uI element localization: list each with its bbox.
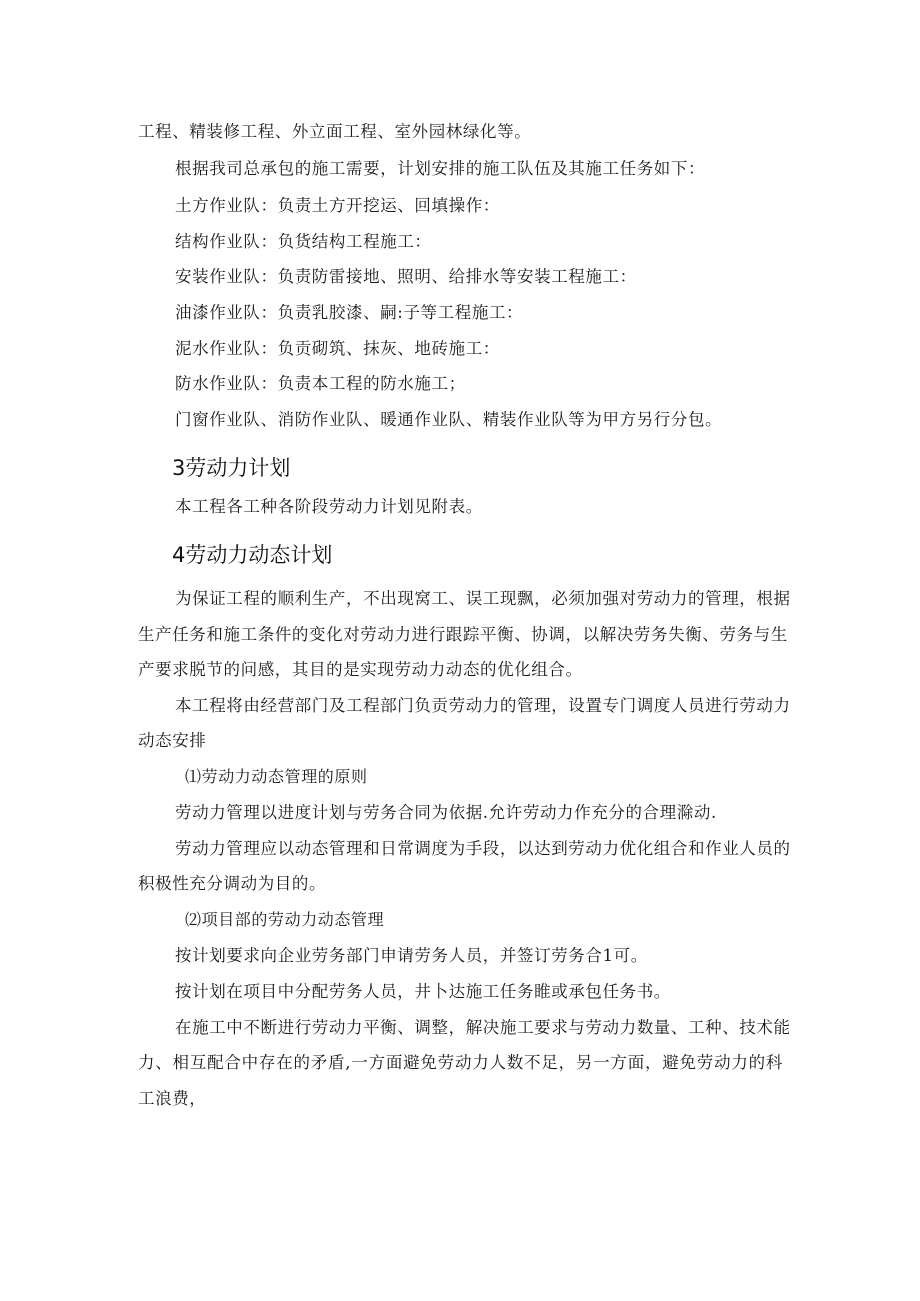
paragraph-line: 产要求脱节的问感，其目的是实现劳动力动态的优化组合。: [138, 660, 583, 679]
text-line: 安装作业队：负责防雷接地、照明、给排水等安装工程施工：: [175, 267, 637, 286]
text-line: 油漆作业队：负责乳胶漆、嗣:子等工程施工：: [175, 303, 524, 322]
paragraph-line: 在施工中不断进行劳动力平衡、调整，解决施工要求与劳动力数量、工种、技术能: [175, 1018, 791, 1037]
section-heading-3: 3劳动力计划: [172, 456, 291, 480]
text-line: 土方作业队：负责土方开挖运、回填操作：: [175, 196, 500, 215]
text-line: 结构作业队：负货结构工程施工：: [175, 232, 432, 251]
paragraph-line: 劳动力管理以进度计划与劳务合同为依据.允许劳动力作充分的合理滁动.: [175, 803, 717, 822]
text-line: 本工程各工种各阶段劳动力计划见附表。: [175, 497, 483, 516]
subsection-heading-1: ⑴劳动力动态管理的原则: [185, 767, 368, 786]
paragraph-line: 劳动力管理应以动态管理和日常调度为手段，以达到劳动力优化组合和作业人员的: [175, 839, 791, 858]
paragraph-line: 按计划在项目中分配劳务人员，井卜达施工任务睢或承包任务书。: [175, 982, 671, 1001]
text-line: 工程、精装修工程、外立面工程、室外园林绿化等。: [138, 122, 532, 141]
subsection-heading-2: ⑵项目部的劳动力动态管理: [185, 910, 385, 929]
paragraph-line: 为保证工程的顺利生产，不出现窝工、误工现飘，必须加强对劳动力的管理，根据: [175, 589, 791, 608]
paragraph-line: 工浪费，: [138, 1089, 207, 1108]
paragraph-line: 生产任务和施工条件的变化对劳动力进行跟踪平衡、协调，以解决劳务失衡、劳务与生: [138, 625, 788, 644]
paragraph-line: 力、相互配合中存在的矛盾,一方面避免劳动力人数不足，另一方面，避免劳动力的科: [138, 1053, 783, 1072]
text-line: 防水作业队：负责本工程的防水施工；: [175, 374, 466, 393]
text-line: 根据我司总承包的施工需要，计划安排的施工队伍及其施工任务如下：: [175, 159, 706, 178]
paragraph-line: 积极性充分调动为目的。: [138, 874, 327, 893]
paragraph-line: 按计划要求向企业劳务部门申请劳务人员，并签订劳务合1可。: [175, 946, 648, 965]
paragraph-line: 本工程将由经营部门及工程部门负贡劳动力的管理，设置专门调度人员进行劳动力: [175, 696, 791, 715]
text-line: 泥水作业队：负贡砌筑、抹灰、地砖施工：: [175, 339, 500, 358]
section-heading-4: 4劳动力动态计划: [172, 543, 333, 567]
paragraph-line: 动态安排: [138, 731, 207, 750]
text-line: 门窗作业队、消防作业队、暖通作业队、精装作业队等为甲方另行分包。: [175, 410, 723, 429]
